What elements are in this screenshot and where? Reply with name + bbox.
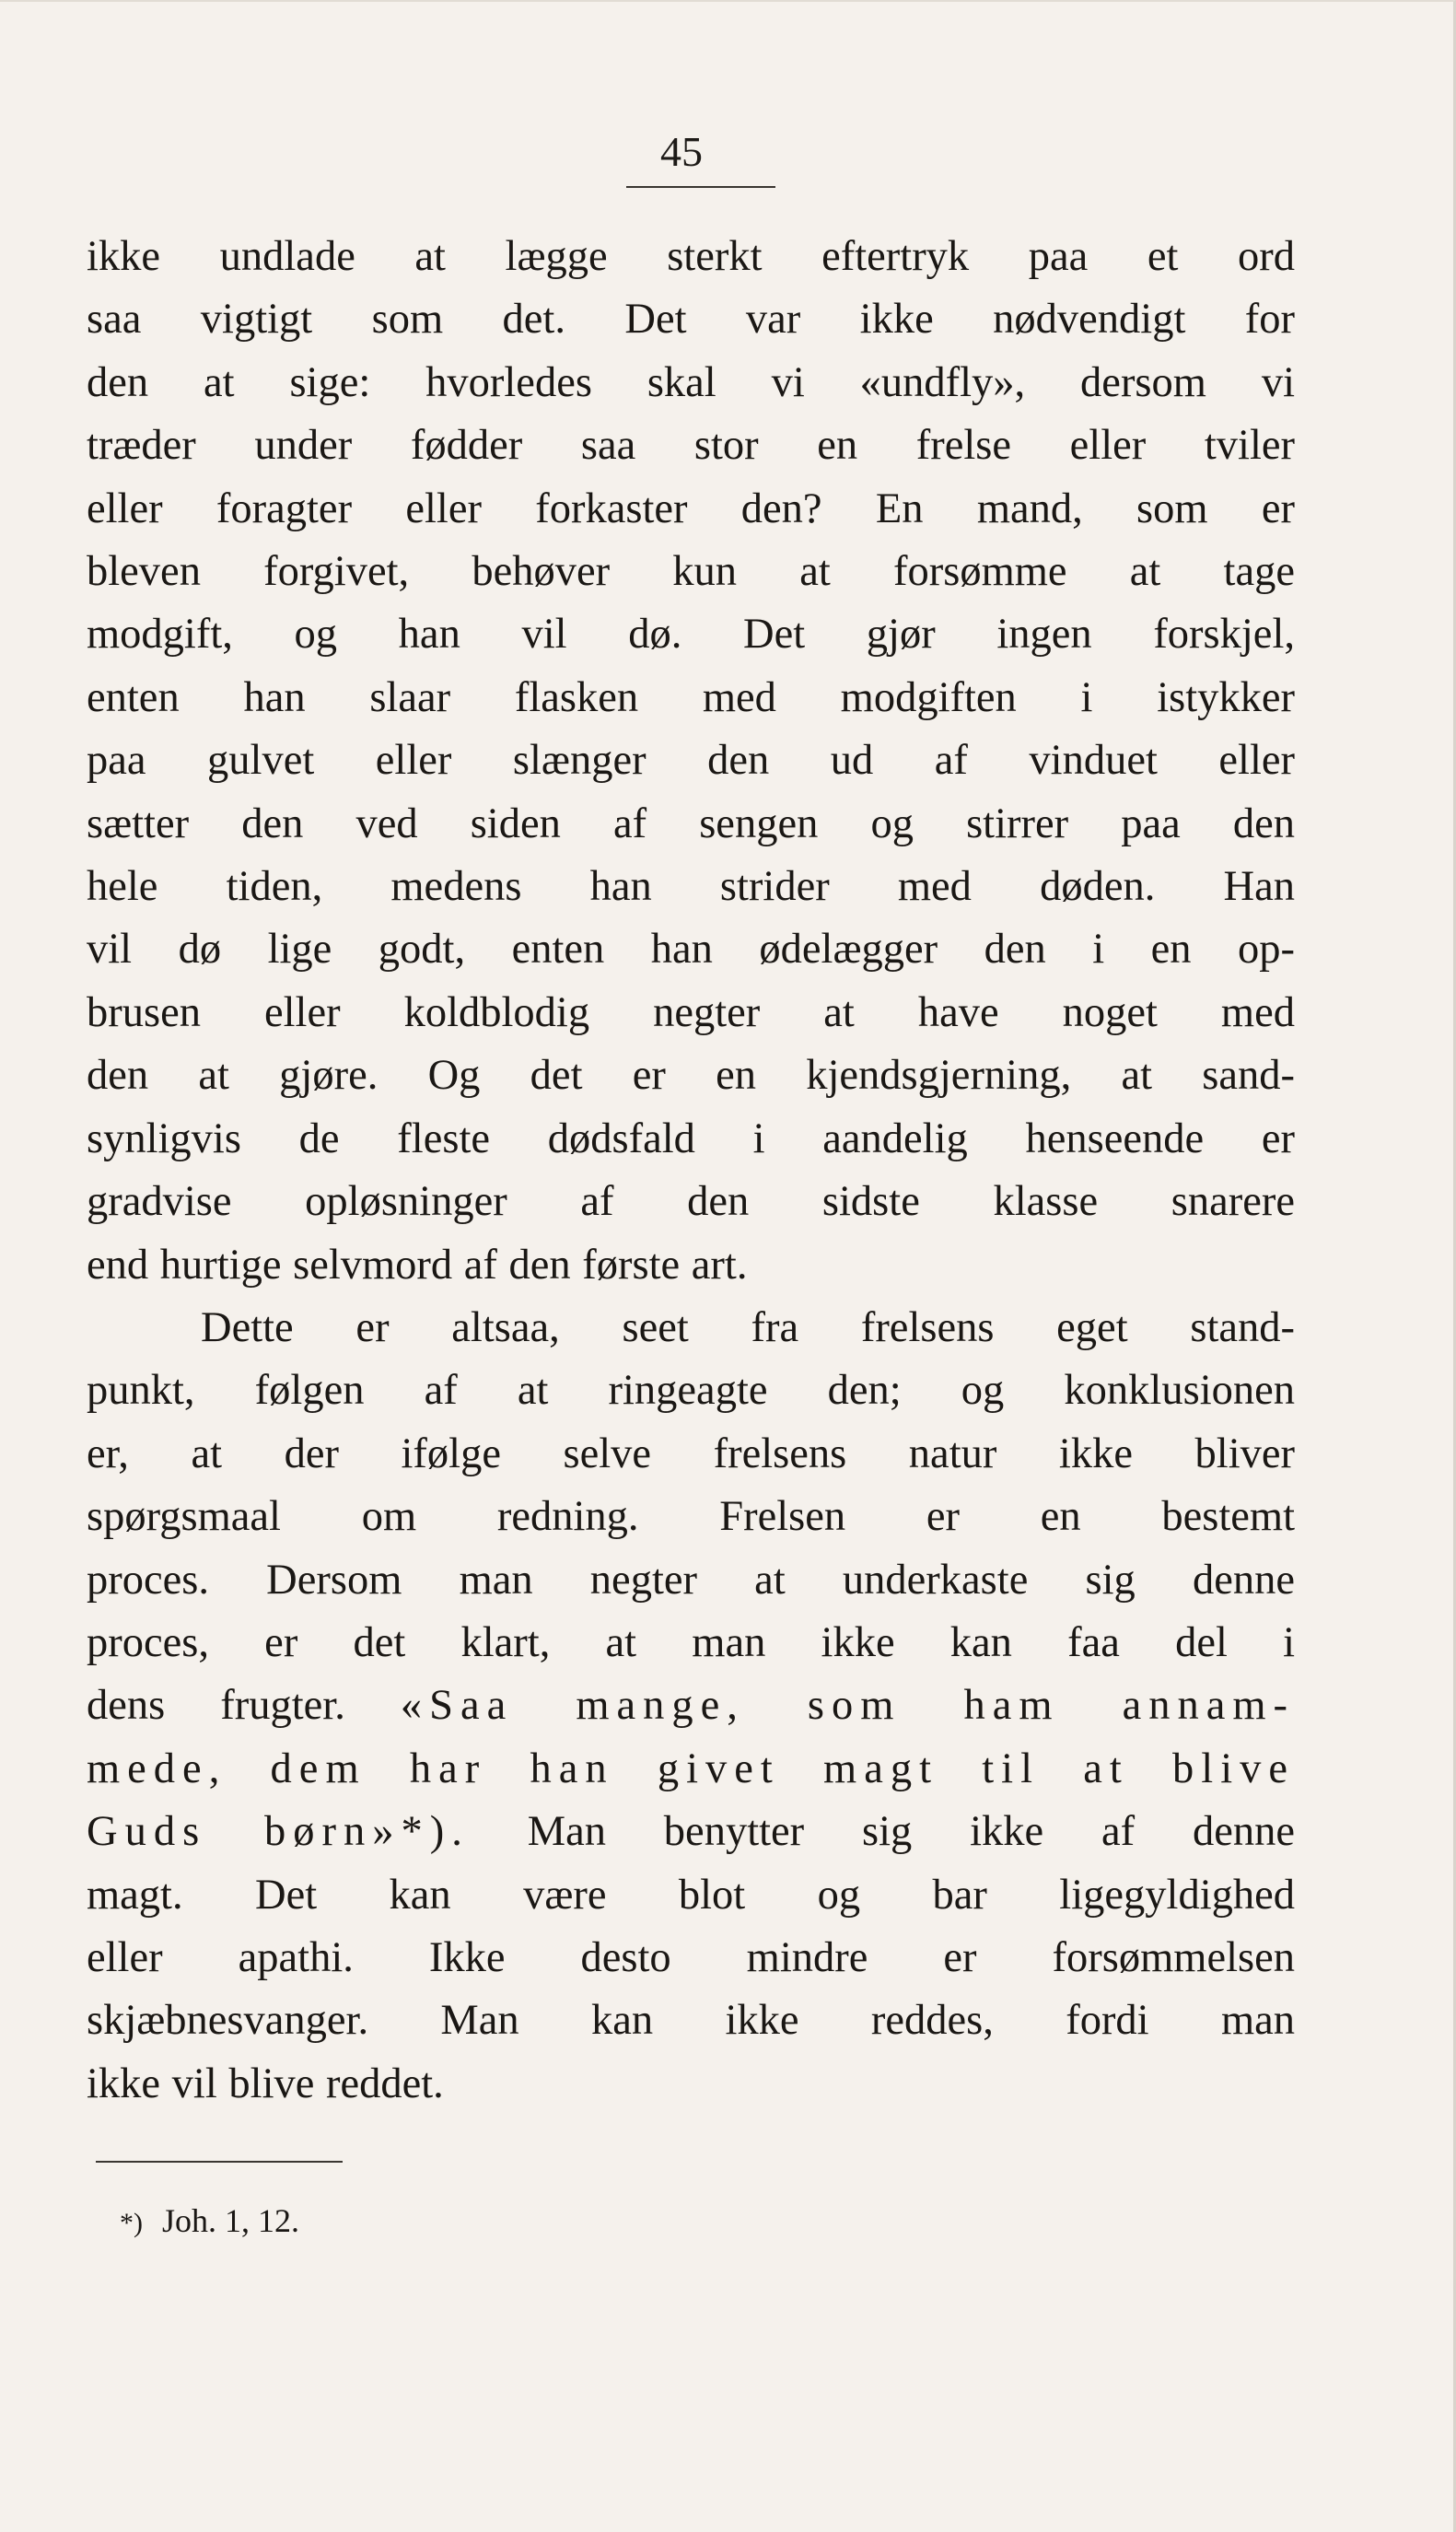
- text-line: magt. Det kan være blot og bar ligegyldighed: [87, 1871, 1295, 1919]
- text-line: saa vigtigt som det. Det var ikke nødvendigt for: [87, 296, 1295, 344]
- spaced-quote-end: børn»*).: [264, 1808, 470, 1856]
- text-line: paa gulvet eller slænger den ud af vinduet eller: [87, 737, 1295, 785]
- paragraph-1: [87, 226, 1295, 1297]
- footnote-rule: [96, 2161, 343, 2163]
- text-line: punkt, følgen af at ringeagte den; og konklusionen: [87, 1367, 1295, 1415]
- text-line: bleven forgivet, behøver kun at forsømme at tage: [87, 548, 1295, 596]
- text-line: vil dø lige godt, enten han ødelægger den i en op-: [87, 926, 1295, 974]
- page-number: 45: [660, 128, 703, 175]
- text-line: brusen eller koldblodig negter at have noget med: [87, 988, 1295, 1036]
- text-line: ikke undlade at lægge sterkt eftertryk paa et ord: [87, 233, 1295, 280]
- text-line: synligvis de fleste dødsfald i aandelig henseende er: [87, 1114, 1295, 1162]
- text-line: sætter den ved siden af sengen og stirrer paa den: [87, 799, 1295, 847]
- text-line: hele tiden, medens han strider med døden. Han: [87, 863, 1295, 911]
- text-line: [87, 1674, 1295, 1737]
- body-text: [87, 226, 1295, 2116]
- text-line: skjæbnesvanger. Man kan ikke reddes, fordi man: [87, 1997, 1295, 2045]
- footnote-marker: *): [120, 2208, 143, 2238]
- text-line: Dette er altsaa, seet fra frelsens eget stand-: [201, 1303, 1295, 1351]
- text-line: spørgsmaal om redning. Frelsen er en bestemt: [87, 1493, 1295, 1541]
- text-line: den at sige: hvorledes skal vi «undfly», dersom vi: [87, 358, 1295, 406]
- text-fragment: dens frugter.: [87, 1682, 345, 1730]
- text-line: ikke vil blive reddet.: [87, 2059, 444, 2107]
- text-line: end hurtige selvmord af den første art.: [87, 1241, 748, 1289]
- footnote: [120, 2201, 299, 2240]
- text-line: enten han slaar flasken med modgiften i istykker: [87, 673, 1295, 721]
- text-line: [87, 1801, 1295, 1863]
- text-line: eller foragter eller forkaster den? En mand, som er: [87, 484, 1295, 532]
- text-fragment: Man benytter sig ikke af denne: [527, 1808, 1296, 1856]
- page-number-rule: [626, 186, 775, 188]
- paragraph-2: [87, 1297, 1295, 2116]
- text-line: gradvise opløsninger af den sidste klasse snarere: [87, 1178, 1295, 1226]
- text-line: eller apathi. Ikke desto mindre er forsømmelsen: [87, 1933, 1295, 1981]
- text-line: proces, er det klart, at man ikke kan faa del i: [87, 1618, 1295, 1666]
- text-line: modgift, og han vil dø. Det gjør ingen forskjel,: [87, 611, 1295, 659]
- text-line: er, at der ifølge selve frelsens natur ikke bliver: [87, 1429, 1295, 1477]
- text-line: den at gjøre. Og det er en kjendsgjerning, at sand-: [87, 1052, 1295, 1100]
- footnote-text: Joh. 1, 12.: [162, 2202, 300, 2239]
- text-line: træder under fødder saa stor en frelse eller tviler: [87, 422, 1295, 470]
- spaced-word: Guds: [87, 1808, 207, 1856]
- spaced-quote-middle: mede, dem har han givet magt til at blive: [87, 1744, 1295, 1792]
- text-line: proces. Dersom man negter at underkaste sig denne: [87, 1556, 1295, 1604]
- spaced-quote-start: «Saa mange, som ham annam-: [400, 1682, 1296, 1730]
